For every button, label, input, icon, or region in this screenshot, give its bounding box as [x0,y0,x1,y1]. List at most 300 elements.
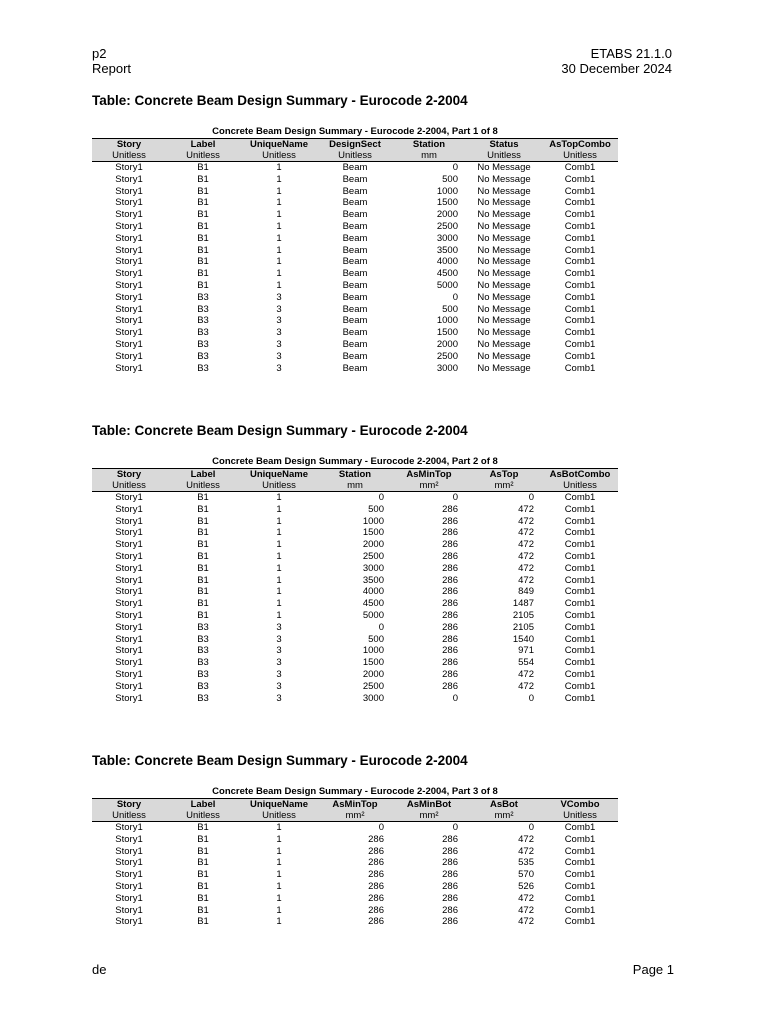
table-cell: 4500 [436,268,458,280]
table-cell: 0 [528,822,534,833]
table-cell: Beam [342,279,368,291]
column-header: AsMinBot [392,799,466,811]
table-cell: Comb1 [564,268,596,280]
table-cell: Comb1 [564,244,596,256]
table-cell: 472 [518,527,534,539]
column-unit: Unitless [318,150,392,162]
page-header-left [92,46,131,76]
table-cell: 286 [442,539,458,551]
table-cell: 1 [276,833,282,845]
table-row [92,693,618,705]
table-cell: Comb1 [564,185,596,197]
table-cell: 286 [442,550,458,562]
table-cell: B3 [197,315,209,327]
table-cell: Story1 [115,291,143,303]
table-cell: 1 [276,527,282,539]
table-cell: 1 [276,574,282,586]
table-cell: 3 [276,645,282,657]
table-cell: Beam [342,220,368,232]
table-cell: 472 [518,845,534,857]
table-cell: 286 [368,845,384,857]
table-row [92,539,618,551]
table-row [92,315,618,327]
table-cell: Story1 [115,880,143,892]
table-cell: Comb1 [564,880,596,892]
table-cell: 286 [442,657,458,669]
table-cell: 0 [452,822,458,833]
table-cell: Comb1 [564,562,596,574]
table-cell: Beam [342,173,368,185]
table-cell: B1 [197,562,209,574]
column-unit: mm² [318,810,392,822]
table-cell: 3 [276,657,282,669]
table-cell: Story1 [115,657,143,669]
table-cell: 286 [442,586,458,598]
table-cell: 1500 [436,197,458,209]
table-row [92,492,618,504]
table-cell: No Message [477,162,531,173]
table-cell: Comb1 [564,303,596,315]
table-row [92,233,618,245]
table-cell: Comb1 [564,680,596,692]
column-header: UniqueName [240,139,318,151]
table-cell: No Message [477,197,531,209]
column-unit: Unitless [240,810,318,822]
table-cell: Story1 [115,857,143,869]
table-cell: 286 [442,609,458,621]
table-cell: 2500 [436,220,458,232]
column-header: Story [92,139,166,151]
table-cell: No Message [477,291,531,303]
table-cell: B1 [197,279,209,291]
table-cell: Story1 [115,279,143,291]
table-cell: B1 [197,869,209,881]
table-cell: 3 [276,668,282,680]
table-cell: Comb1 [564,845,596,857]
table-row [92,527,618,539]
table-cell: 2500 [436,350,458,362]
table-cell: 472 [518,562,534,574]
table-cell: 3000 [362,692,384,704]
table-cell: 1540 [512,633,534,645]
table-row [92,363,618,375]
table-cell: Beam [342,232,368,244]
table-row [92,645,618,657]
table-row [92,186,618,198]
column-header: Label [166,799,240,811]
table-cell: No Message [477,362,531,374]
table-cell: 0 [452,291,458,303]
column-header: VCombo [542,799,618,811]
table-cell: 1500 [362,657,384,669]
table-cell: Comb1 [564,362,596,374]
table-cell: 472 [518,503,534,515]
column-header: AsBot [466,799,542,811]
table-cell: Story1 [115,162,143,173]
column-unit: Unitless [542,480,618,492]
column-unit: Unitless [542,810,618,822]
table-cell: 472 [518,904,534,916]
table-row [92,516,618,528]
table-row [92,245,618,257]
table-cell: Comb1 [564,621,596,633]
table-cell: Story1 [115,492,143,503]
table-cell: Story1 [115,822,143,833]
table-cell: Story1 [115,185,143,197]
column-header-row [92,469,618,481]
table-cell: 472 [518,833,534,845]
table-caption: Concrete Beam Design Summary - Eurocode 2-2004, Part 3 of 8 [212,786,498,797]
table-cell: 286 [368,892,384,904]
table-cell: B1 [197,527,209,539]
table-cell: 3 [276,291,282,303]
table-cell: B3 [197,362,209,374]
table-cell: Story1 [115,303,143,315]
table-cell: Beam [342,185,368,197]
table-row [92,575,618,587]
table-cell: B1 [197,904,209,916]
table-cell: Story1 [115,586,143,598]
document-type: Report [92,61,132,76]
column-header: AsMinTop [318,799,392,811]
table-cell: No Message [477,173,531,185]
table-cell: 286 [442,880,458,892]
table-row [92,504,618,516]
table-row [92,846,618,858]
table-cell: 3 [276,692,282,704]
table-cell: 286 [368,916,384,928]
data-table [92,798,618,928]
page-number: Page 1 [632,962,674,977]
table-cell: B1 [197,492,209,503]
column-header: Station [318,469,392,481]
table-cell: Comb1 [564,503,596,515]
table-cell: B1 [197,845,209,857]
column-unit: mm² [466,480,542,492]
table-cell: 1 [276,279,282,291]
table-cell: 1 [276,822,282,833]
table-cell: B1 [197,256,209,268]
table-cell: B1 [197,892,209,904]
table-cell: 286 [442,845,458,857]
table-cell: 286 [442,668,458,680]
table-cell: 1500 [362,527,384,539]
table-cell: No Message [477,327,531,339]
table-row [92,598,618,610]
table-cell: Comb1 [564,539,596,551]
table-cell: 1 [276,220,282,232]
table-cell: Story1 [115,609,143,621]
document-id: p2 [92,46,107,61]
table-cell: 1 [276,256,282,268]
table-cell: Story1 [115,338,143,350]
table-cell: 1 [276,586,282,598]
table-cell: Story1 [115,562,143,574]
table-cell: Story1 [115,574,143,586]
table-cell: 286 [442,857,458,869]
table-cell: Story1 [115,232,143,244]
table-part-3 [92,786,618,928]
table-cell: B3 [197,692,209,704]
table-cell: B1 [197,539,209,551]
table-cell: No Message [477,279,531,291]
table-cell: 3 [276,350,282,362]
table-cell: Story1 [115,833,143,845]
table-cell: 500 [368,503,384,515]
table-row [92,822,618,834]
table-cell: Comb1 [564,857,596,869]
table-cell: No Message [477,220,531,232]
table-cell: 4000 [362,586,384,598]
table-cell: 500 [368,633,384,645]
table-row [92,893,618,905]
table-cell: 2105 [512,609,534,621]
table-cell: 1 [276,185,282,197]
column-unit: mm² [392,480,466,492]
table-cell: 1 [276,209,282,221]
table-cell: 1 [276,845,282,857]
table-cell: 472 [518,680,534,692]
table-cell: Comb1 [564,279,596,291]
table-cell: 1 [276,904,282,916]
page-header-right [561,46,672,76]
table-cell: B1 [197,916,209,928]
table-cell: 472 [518,539,534,551]
table-row [92,551,618,563]
table-cell: 2000 [436,209,458,221]
table-cell: Comb1 [564,598,596,610]
table-row [92,834,618,846]
table-cell: B3 [197,350,209,362]
table-cell: Beam [342,303,368,315]
table-cell: B1 [197,220,209,232]
table-cell: 2000 [436,338,458,350]
table-row [92,857,618,869]
table-cell: Comb1 [564,692,596,704]
column-header: Story [92,469,166,481]
table-cell: 1 [276,268,282,280]
table-cell: 535 [518,857,534,869]
table-cell: Comb1 [564,232,596,244]
table-cell: Comb1 [564,892,596,904]
table-cell: Story1 [115,197,143,209]
table-cell: 472 [518,550,534,562]
section-title: Table: Concrete Beam Design Summary - Eurocode 2-2004 [92,93,468,108]
table-cell: B3 [197,633,209,645]
table-cell: Comb1 [564,220,596,232]
table-cell: 500 [442,303,458,315]
table-cell: Comb1 [564,197,596,209]
table-cell: 472 [518,515,534,527]
table-cell: Beam [342,244,368,256]
table-cell: 3 [276,362,282,374]
table-cell: Comb1 [564,209,596,221]
table-cell: 2500 [362,680,384,692]
table-cell: Beam [342,268,368,280]
table-cell: Beam [342,315,368,327]
table-cell: 0 [452,692,458,704]
table-cell: Story1 [115,904,143,916]
table-cell: 570 [518,869,534,881]
table-cell: 4000 [436,256,458,268]
table-cell: B1 [197,268,209,280]
table-cell: 472 [518,574,534,586]
table-cell: Story1 [115,527,143,539]
table-cell: B1 [197,833,209,845]
table-cell: Story1 [115,692,143,704]
column-header: Status [466,139,542,151]
table-cell: 1000 [362,515,384,527]
table-cell: B1 [197,244,209,256]
table-cell: B3 [197,338,209,350]
table-cell: 4500 [362,598,384,610]
table-cell: 5000 [362,609,384,621]
table-cell: Comb1 [564,916,596,928]
table-cell: 286 [442,904,458,916]
table-cell: Comb1 [564,350,596,362]
table-cell: Comb1 [564,291,596,303]
table-part-2 [92,456,618,704]
table-cell: 1 [276,869,282,881]
table-cell: 286 [442,598,458,610]
table-cell: 0 [452,492,458,503]
data-table [92,468,618,704]
table-cell: No Message [477,232,531,244]
table-row [92,162,618,174]
table-cell: 472 [518,892,534,904]
table-row [92,268,618,280]
table-cell: Story1 [115,362,143,374]
table-cell: Story1 [115,633,143,645]
table-cell: 286 [368,904,384,916]
column-unit: mm² [392,810,466,822]
table-row [92,197,618,209]
table-cell: B1 [197,586,209,598]
table-cell: 5000 [436,279,458,291]
table-cell: 1 [276,857,282,869]
table-cell: Story1 [115,550,143,562]
table-cell: 1 [276,232,282,244]
column-header-row [92,139,618,151]
table-row [92,174,618,186]
table-cell: Story1 [115,244,143,256]
table-cell: 3500 [436,244,458,256]
table-cell: 554 [518,657,534,669]
column-unit: Unitless [92,810,166,822]
table-cell: 1000 [436,315,458,327]
table-row [92,221,618,233]
table-cell: Comb1 [564,668,596,680]
table-cell: 3 [276,315,282,327]
table-cell: Story1 [115,173,143,185]
table-caption: Concrete Beam Design Summary - Eurocode 2-2004, Part 2 of 8 [212,456,498,467]
table-cell: Comb1 [564,633,596,645]
table-cell: Story1 [115,220,143,232]
table-cell: 286 [442,680,458,692]
table-cell: Story1 [115,350,143,362]
table-cell: B3 [197,680,209,692]
column-header: DesignSect [318,139,392,151]
table-cell: Story1 [115,315,143,327]
table-cell: 286 [442,645,458,657]
table-cell: No Message [477,338,531,350]
table-cell: Comb1 [564,869,596,881]
table-cell: 1 [276,916,282,928]
table-cell: B3 [197,645,209,657]
table-row [92,916,618,928]
table-part-1 [92,126,618,374]
table-cell: B1 [197,185,209,197]
table-cell: B1 [197,598,209,610]
unit-header-row [92,480,618,492]
table-cell: B1 [197,232,209,244]
table-cell: Story1 [115,892,143,904]
table-cell: B1 [197,574,209,586]
table-cell: Comb1 [564,173,596,185]
table-cell: Comb1 [564,327,596,339]
table-cell: 3000 [436,232,458,244]
table-cell: 500 [442,173,458,185]
table-cell: 3500 [362,574,384,586]
table-cell: 286 [442,527,458,539]
table-cell: 286 [442,916,458,928]
table-cell: 1 [276,492,282,503]
table-row [92,304,618,316]
table-cell: 2105 [512,621,534,633]
column-header-row [92,799,618,811]
table-cell: Comb1 [564,904,596,916]
table-cell: 1 [276,173,282,185]
column-unit: mm [392,150,466,162]
data-table [92,138,618,374]
table-cell: B3 [197,621,209,633]
table-cell: Comb1 [564,162,596,173]
table-cell: Story1 [115,503,143,515]
table-cell: Comb1 [564,609,596,621]
table-cell: 0 [528,492,534,503]
table-caption: Concrete Beam Design Summary - Eurocode 2-2004, Part 1 of 8 [212,126,498,137]
column-unit: Unitless [166,480,240,492]
table-row [92,351,618,363]
table-cell: 472 [518,916,534,928]
table-cell: Story1 [115,916,143,928]
table-cell: Comb1 [564,256,596,268]
table-cell: Beam [342,338,368,350]
table-cell: Beam [342,256,368,268]
table-cell: Beam [342,162,368,173]
table-cell: 3 [276,303,282,315]
table-cell: 0 [378,822,384,833]
table-cell: Story1 [115,645,143,657]
table-row [92,563,618,575]
table-cell: 3 [276,680,282,692]
table-cell: 0 [378,621,384,633]
table-cell: No Message [477,303,531,315]
table-cell: 1 [276,503,282,515]
table-cell: 3 [276,327,282,339]
table-cell: B1 [197,550,209,562]
table-row [92,610,618,622]
table-cell: B1 [197,503,209,515]
table-row [92,681,618,693]
table-cell: B1 [197,162,209,173]
table-cell: 0 [452,162,458,173]
table-cell: Story1 [115,268,143,280]
table-cell: 1 [276,892,282,904]
table-cell: 286 [442,892,458,904]
table-cell: Beam [342,197,368,209]
table-cell: 0 [528,692,534,704]
